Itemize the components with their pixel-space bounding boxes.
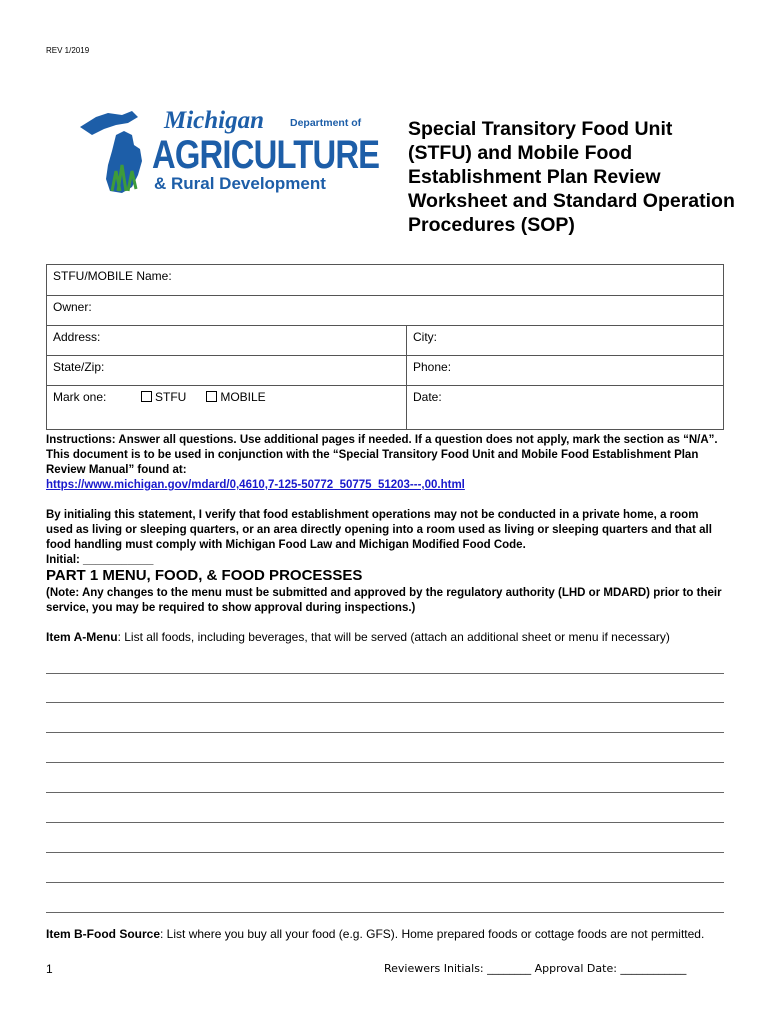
- part1-note: (Note: Any changes to the menu must be submitted and approved by the regulatory authority (LHD or MDARD) prior to their service, you may be required to show approval during inspections.): [46, 587, 722, 614]
- name-row: [47, 265, 723, 295]
- item-b-label: Item B-Food Source: [46, 927, 161, 941]
- page-number: 1: [46, 962, 53, 976]
- instructions-paragraph: [46, 433, 726, 493]
- item-b-prompt: [46, 927, 726, 942]
- date-field[interactable]: [407, 386, 723, 429]
- address-row: [47, 325, 723, 355]
- reviewer-initials-field[interactable]: Reviewers Initials: ________ Approval Date: ____________: [384, 962, 687, 975]
- document-title: Special Transitory Food Unit (STFU) and Mobile Food Establishment Plan Review Worksheet and Standard Operation Procedures (SOP): [408, 118, 735, 236]
- michigan-map-icon: [78, 105, 158, 197]
- item-a-label: Item A-Menu: [46, 630, 118, 644]
- statezip-field[interactable]: [47, 356, 407, 385]
- instructions-text: Instructions: Answer all questions. Use additional pages if needed. If a question does not apply, mark the section as “N/A”. This document is to be used in conjunction with the “Special Transitory Food Unit and Mobile Food Establishment Plan Review Manual” found at:: [46, 434, 718, 476]
- address-field[interactable]: [47, 326, 407, 355]
- logo-michigan-text: Michigan: [164, 107, 265, 134]
- phone-label: Phone:: [413, 360, 452, 374]
- menu-answer-line[interactable]: [46, 762, 724, 763]
- revision-label: REV 1/2019: [46, 46, 90, 55]
- name-label: STFU/MOBILE Name:: [53, 269, 172, 283]
- menu-answer-line[interactable]: [46, 732, 724, 733]
- establishment-info-table: [46, 264, 724, 430]
- menu-answer-line[interactable]: [46, 673, 724, 674]
- verification-paragraph: [46, 508, 726, 568]
- initial-field[interactable]: Initial: ___________: [46, 554, 154, 566]
- verification-text: By initialing this statement, I verify that food establishment operations may not be conducted in a private home, a room used as living or sleeping quarters, or an area directly opening into a room used as living or sleeping quarters and that all food handling must comply with Michigan Food Law and Michigan Modified Food Code.: [46, 509, 712, 551]
- logo-rural-text: & Rural Development: [154, 174, 326, 193]
- owner-field[interactable]: [47, 296, 723, 325]
- date-label: Date:: [413, 390, 442, 404]
- item-a-text: : List all foods, including beverages, that will be served (attach an additional sheet or menu if necessary): [117, 630, 670, 644]
- mobile-checkbox[interactable]: [206, 391, 217, 402]
- mdard-logo: [78, 103, 378, 199]
- item-a-prompt: [46, 630, 670, 644]
- manual-link[interactable]: https://www.michigan.gov/mdard/0,4610,7-125-50772_50775_51203---,00.html: [46, 479, 465, 491]
- markone-row: [47, 385, 723, 429]
- stfu-option[interactable]: [141, 390, 186, 404]
- mobile-option-label: MOBILE: [220, 390, 266, 404]
- part1-heading: PART 1 MENU, FOOD, & FOOD PROCESSES: [46, 567, 363, 584]
- menu-answer-line[interactable]: [46, 882, 724, 883]
- city-field[interactable]: [407, 326, 723, 355]
- menu-answer-line[interactable]: [46, 912, 724, 913]
- menu-answer-line[interactable]: [46, 702, 724, 703]
- state-row: [47, 355, 723, 385]
- address-label: Address:: [53, 330, 101, 344]
- stfu-option-label: STFU: [155, 390, 187, 404]
- mobile-option[interactable]: [206, 390, 265, 404]
- statezip-label: State/Zip:: [53, 360, 105, 374]
- logo-department-text: Department of: [290, 117, 362, 129]
- phone-field[interactable]: [407, 356, 723, 385]
- city-label: City:: [413, 330, 437, 344]
- owner-row: [47, 295, 723, 325]
- logo-agriculture-text: AGRICULTURE: [152, 133, 380, 177]
- item-b-text: : List where you buy all your food (e.g. GFS). Home prepared foods or cottage foods are not permitted.: [160, 927, 705, 941]
- menu-answer-line[interactable]: [46, 822, 724, 823]
- stfu-checkbox[interactable]: [141, 391, 152, 402]
- markone-label: Mark one:: [53, 390, 107, 404]
- markone-field: [47, 386, 407, 429]
- menu-answer-line[interactable]: [46, 852, 724, 853]
- menu-answer-line[interactable]: [46, 792, 724, 793]
- name-field[interactable]: [47, 265, 723, 295]
- owner-label: Owner:: [53, 300, 92, 314]
